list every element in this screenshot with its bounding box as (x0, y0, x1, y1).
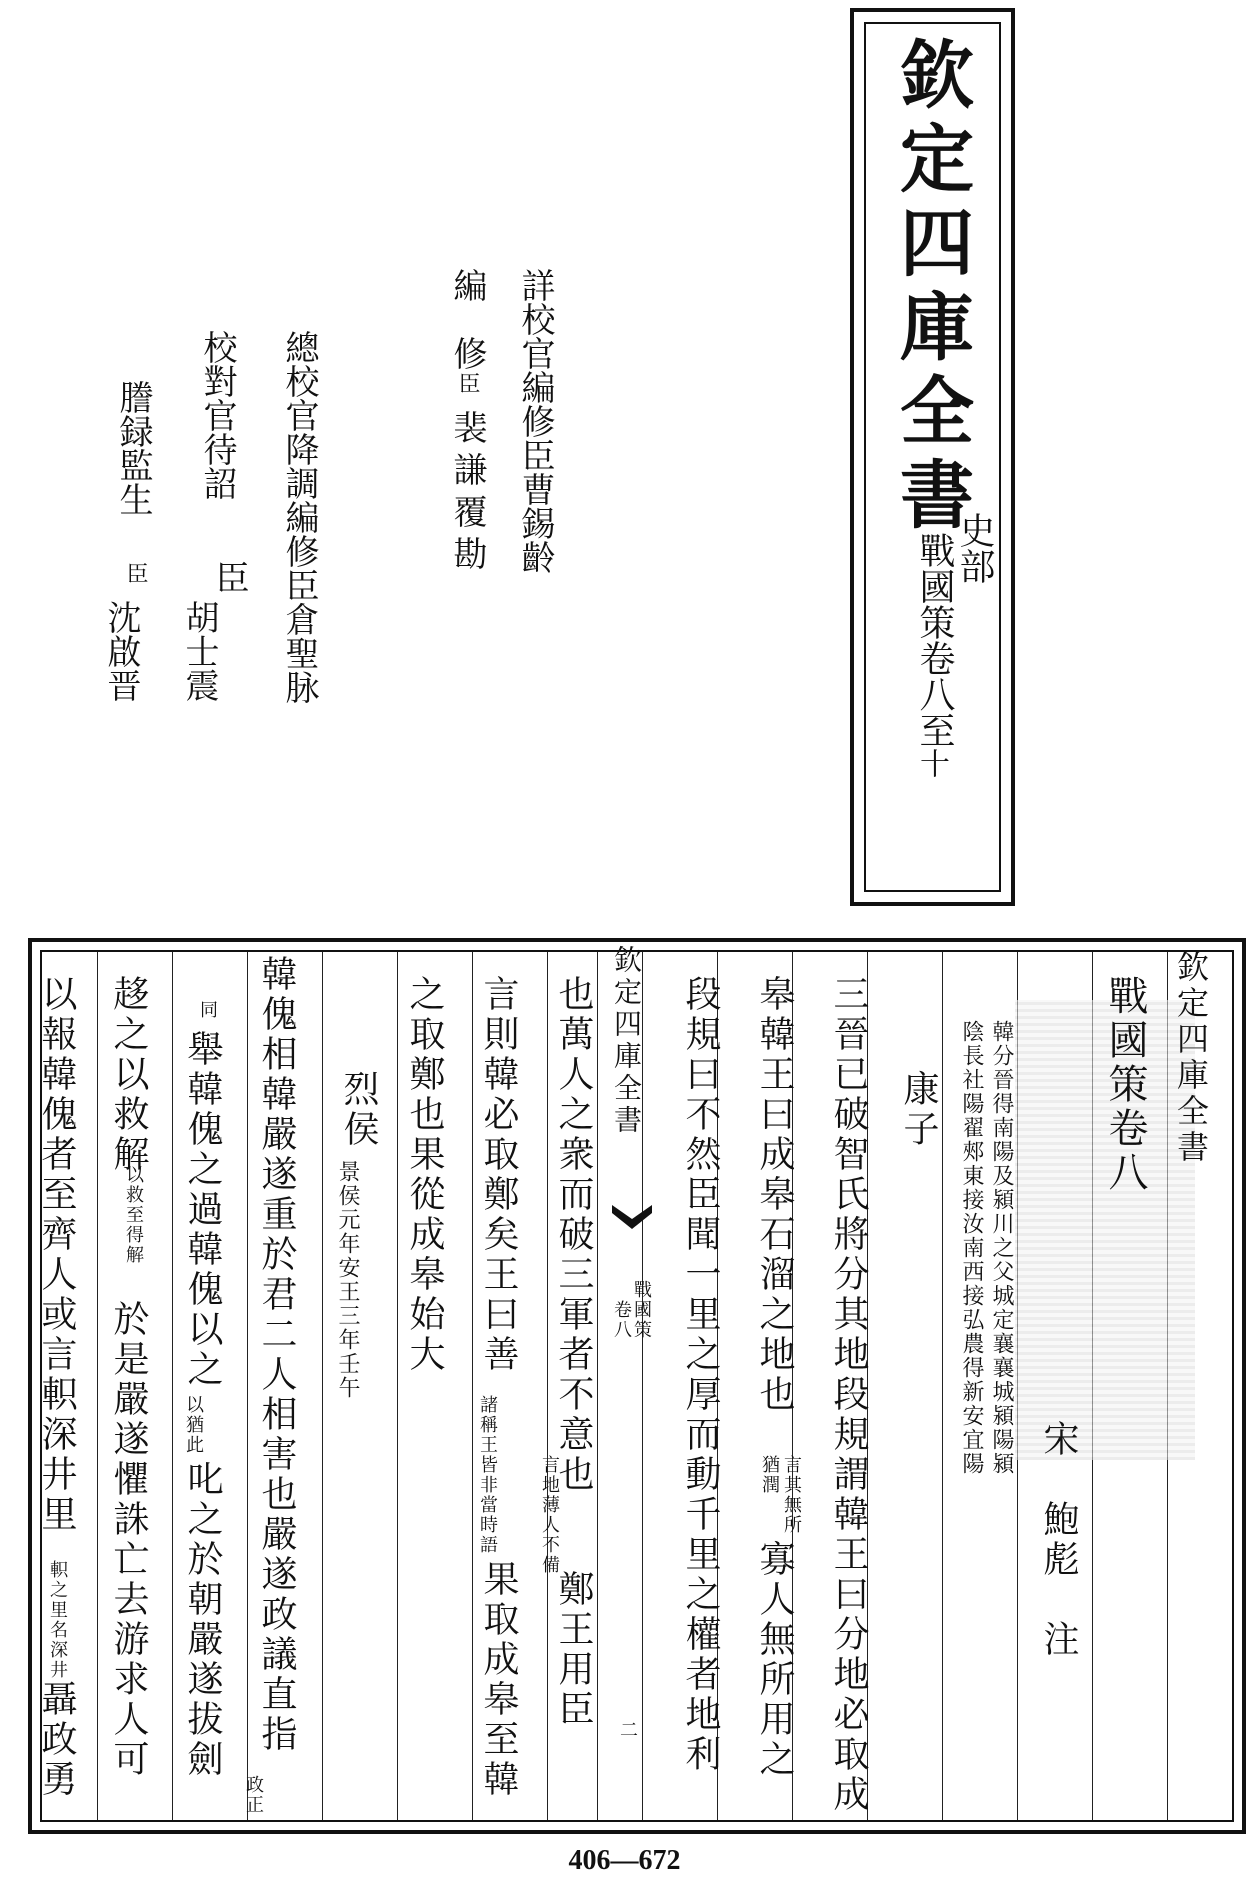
credit-bianxiu-name: 裴謙覆勘 (447, 410, 487, 578)
column-rule (597, 952, 598, 1820)
text-line-7-note: 政正 (243, 1775, 264, 1815)
geo-note-2: 陰長社陽翟郟東接汝南西接弘農得新安宜陽 (959, 1020, 984, 1476)
cartouche-title: 欽定四庫全書 (888, 36, 974, 540)
text-line-10b: 聶政勇 (36, 1680, 77, 1800)
block-chapter: 三晉已破智氏將分其地段規謂韓王曰分地必取成 (828, 975, 869, 1815)
column-rule (322, 952, 323, 1820)
credit-xiangjiao: 詳校官編修臣曹錫齡 (515, 268, 555, 574)
column-rule (172, 952, 173, 1820)
cartouche-book-cont: 十 (914, 748, 949, 778)
center-title: 欽定四庫全書 (610, 945, 643, 1137)
credit-bianxiu-label: 編 (447, 268, 487, 302)
column-rule (547, 952, 548, 1820)
credit-jiaodui-name: 胡士震 (179, 600, 219, 702)
credit-tenglu-name: 沈啟晋 (101, 600, 141, 702)
credit-tenglu-label: 謄録監生 (113, 380, 153, 516)
text-line-9a: 趍之以救解 (108, 975, 149, 1175)
text-line-1b: 寡人無所用之 (754, 1540, 795, 1780)
text-line-3b: 鄭王用臣 (553, 1570, 594, 1730)
block-header-title: 欽定四庫全書 (1172, 950, 1210, 1166)
text-line-1-note: 言其無所 (781, 1455, 802, 1535)
text-line-8-pre: 同 (197, 1000, 218, 1020)
text-line-3-note: 言地薄人不備 (539, 1455, 560, 1575)
title-cartouche (850, 8, 1015, 906)
text-line-9b: 於是嚴遂懼誅亡去游求人可 (108, 1300, 149, 1780)
credit-bianxiu-chen: 臣 (455, 372, 480, 394)
text-line-2: 段規曰不然臣聞一里之厚而動千里之權者地利 (680, 975, 721, 1775)
credit-bianxiu-label2: 修 (447, 336, 487, 370)
text-line-9-note: 以救至得解 (123, 1165, 144, 1265)
column-rule (472, 952, 473, 1820)
text-line-10a: 以報韓傀者至齊人或言軹深井里 (36, 975, 77, 1535)
block-author: 宋 鮑彪 注 (1038, 1420, 1079, 1660)
text-line-7: 韓傀相韓嚴遂重於君二人相害也嚴遂政議直指 (256, 955, 297, 1755)
text-line-4a: 言則韓必取鄭矣王曰善 (478, 975, 519, 1375)
column-rule (397, 952, 398, 1820)
text-line-5: 之取鄭也果從成皋始大 (404, 975, 445, 1375)
credit-tenglu-chen: 臣 (123, 562, 148, 584)
cartouche-book: 戰國策卷八至 (914, 532, 955, 748)
text-line-4-note: 諸稱王皆非當時語 (477, 1395, 498, 1555)
credit-zongjiao: 總校官降調編修臣倉聖脉 (279, 330, 319, 704)
center-sub: 戰國策 (631, 1280, 652, 1340)
column-rule (97, 952, 98, 1820)
text-line-1a: 皋韓王曰成皋石溜之地也 (754, 975, 795, 1415)
column-rule (247, 952, 248, 1820)
text-line-10-note: 軹之里名深井 (47, 1560, 68, 1680)
text-line-8b: 叱之於朝嚴遂拔劍 (182, 1460, 223, 1780)
credit-jiaodui-label: 校對官待詔 (197, 330, 237, 500)
block-book-title: 戰國策卷八 (1102, 975, 1148, 1195)
text-line-6-note: 景侯元年安王三年壬午 (335, 1160, 360, 1400)
text-line-8-note: 以猶此 (183, 1395, 204, 1455)
center-page: 二 (617, 1720, 638, 1740)
block-king: 康子 (898, 1070, 939, 1150)
geo-note-1: 韓分晉得南陽及潁川之父城定襄襄城潁陽潁 (989, 1020, 1014, 1476)
center-sub2: 卷八 (611, 1300, 632, 1340)
text-line-4b: 果取成皋至韓 (478, 1560, 519, 1800)
cartouche-category: 史部 (954, 512, 995, 584)
text-line-8a: 舉韓傀之過韓傀以之 (182, 1030, 223, 1390)
fishtail-mark (612, 1205, 652, 1229)
text-line-6a: 烈侯 (338, 1070, 379, 1150)
credit-jiaodui-chen: 臣 (209, 560, 249, 594)
column-rule (942, 952, 943, 1820)
text-line-3a: 也萬人之衆而破三軍者不意也 (553, 975, 594, 1495)
page-number: 406—672 (568, 1845, 681, 1876)
text-line-1-note2: 猶潤 (759, 1455, 780, 1495)
